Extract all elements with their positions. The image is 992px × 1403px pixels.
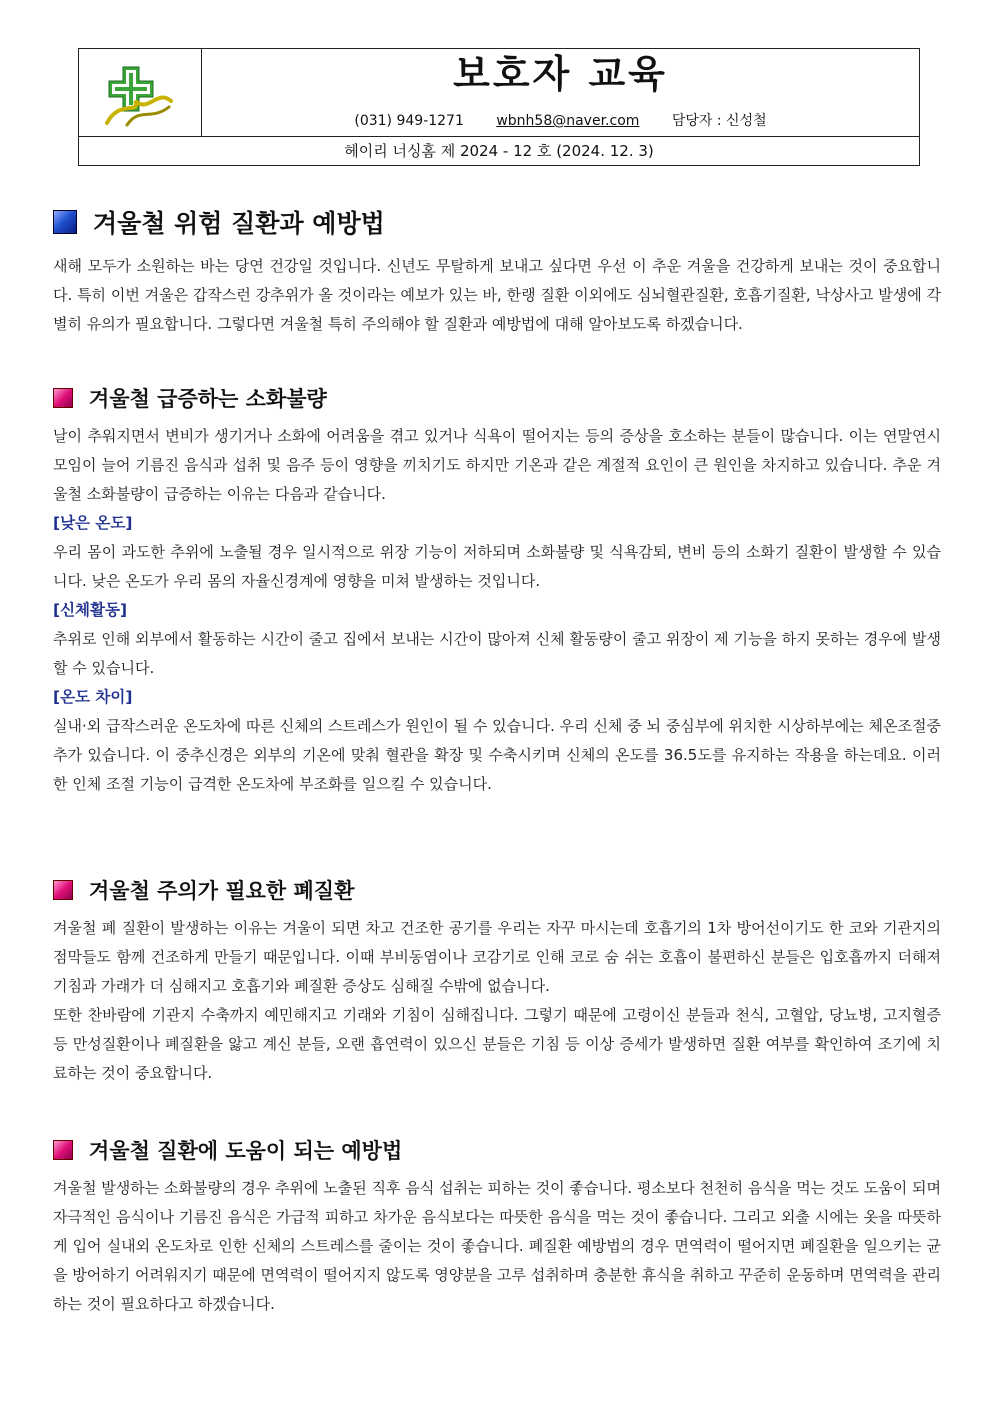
pink-square-bullet-icon bbox=[53, 388, 73, 408]
prevention-section bbox=[53, 1132, 941, 1319]
prevention-heading bbox=[53, 1132, 941, 1168]
low-temp-text: 우리 몸이 과도한 추위에 노출될 경우 일시적으로 위장 기능이 저하되며 소화불량 및 식욕감퇴, 변비 등의 소화기 질환이 발생할 수 있습니다. 낮은 온도가 우리 몸의 자율신경계에 영향을 미쳐 발생하는 것입니다. bbox=[53, 543, 941, 590]
digestion-intro: 날이 추워지면서 변비가 생기거나 소화에 어려움을 겪고 있거나 식욕이 떨어지는 등의 증상을 호소하는 분들이 많습니다. 이는 연말연시 모임이 늘어 기름진 음식과 섭취 및 음주 등이 영향을 끼치기도 하지만 기온과 같은 계절적 요인이 큰 원인을 차지하고 있습니다. 추운 겨울철 소화불량이 급증하는 이유는 다음과 같습니다. bbox=[53, 427, 941, 503]
email-link[interactable]: wbnh58@naver.com bbox=[496, 113, 640, 129]
prevention-text: 겨울철 발생하는 소화불량의 경우 추위에 노출된 직후 음식 섭취는 피하는 것이 좋습니다. 평소보다 천천히 음식을 먹는 것도 도움이 되며 자극적인 음식이나 기름진 음식은 가급적 피하고 차가운 음식보다는 따뜻한 음식을 먹는 것이 좋습니다. 그리고 외출 시에는 옷을 따뜻하게 입어 실내외 온도차로 인한 신체의 스트레스를 줄이는 것이 좋습니다. 폐질환 예방법의 경우 면역력이 떨어지면 폐질환을 일으키는 균을 방어하기 어려워지기 때문에 면역력이 떨어지지 않도록 영양분을 고루 섭취하며 충분한 휴식을 취하고 꾸준히 운동하며 면역력을 관리하는 것이 필요하다고 하겠습니다. bbox=[53, 1179, 941, 1313]
main-section bbox=[53, 200, 941, 339]
temp-diff-text: 실내·외 급작스러운 온도차에 따른 신체의 스트레스가 원인이 될 수 있습니다. 우리 신체 중 뇌 중심부에 위치한 시상하부에는 체온조절중추가 있습니다. 이 중추신경은 외부의 기온에 맞춰 혈관을 확장 및 수축시키며 신체의 온도를 36.5도를 유지하는 작용을 하는데요. 이러한 인체 조절 기능이 급격한 온도차에 부조화를 일으킬 수 있습니다. bbox=[53, 717, 941, 793]
lung-heading bbox=[53, 872, 941, 908]
newsletter-header bbox=[78, 48, 920, 166]
lung-section bbox=[53, 872, 941, 1088]
issue-info: 헤이리 너싱홈 제 2024 - 12 호 (2024. 12. 3) bbox=[79, 136, 919, 167]
main-intro: 새해 모두가 소원하는 바는 당연 건강일 것입니다. 신년도 무탈하게 보내고 싶다면 우선 이 추운 겨울을 건강하게 보내는 것이 중요합니다. 특히 이번 겨울은 갑작스런 강추위가 올 것이라는 예보가 있는 바, 한랭 질환 이외에도 심뇌혈관질환, 호흡기질환, 낙상사고 발생에 각별히 유의가 필요합니다. 그렇다면 겨울철 특히 주의해야 할 질환과 예방법에 대해 알아보도록 하겠습니다. bbox=[53, 257, 941, 333]
lung-paragraph-2: 또한 찬바람에 기관지 수축까지 예민해지고 기래와 기침이 심해집니다. 그렇기 때문에 고령이신 분들과 천식, 고혈압, 당뇨병, 고지혈증 등 만성질환이나 폐질환을 앓고 계신 분들, 오랜 흡연력이 있으신 분들은 기침 등 이상 증세가 발생하면 질환 여부를 확인하여 조기에 치료하는 것이 중요합니다. bbox=[53, 1006, 941, 1082]
prevention-heading-text: 겨울철 질환에 도움이 되는 예방법 bbox=[89, 1138, 403, 1163]
activity-label: [신체활동] bbox=[53, 601, 128, 619]
main-heading-text: 겨울철 위험 질환과 예방법 bbox=[93, 209, 385, 238]
main-heading bbox=[53, 200, 941, 244]
activity-text: 추위로 인해 외부에서 활동하는 시간이 줄고 집에서 보내는 시간이 많아져 신체 활동량이 줄고 위장이 제 기능을 하지 못하는 경우에 발생할 수 있습니다. bbox=[53, 630, 941, 677]
pink-square-bullet-icon bbox=[53, 1140, 73, 1160]
low-temp-label: [낮은 온도] bbox=[53, 514, 133, 532]
temp-diff-label: [온도 차이] bbox=[53, 688, 133, 706]
contact-line bbox=[202, 107, 919, 136]
pink-square-bullet-icon bbox=[53, 880, 73, 900]
manager-name: 담당자 : 신성철 bbox=[671, 113, 767, 129]
page-title: 보호자 교육 bbox=[453, 52, 668, 96]
lung-heading-text: 겨울철 주의가 필요한 폐질환 bbox=[89, 878, 355, 903]
digestion-heading bbox=[53, 380, 941, 416]
phone-number: (031) 949-1271 bbox=[354, 113, 464, 129]
digestion-section bbox=[53, 380, 941, 799]
digestion-heading-text: 겨울철 급증하는 소화불량 bbox=[89, 386, 327, 411]
lung-paragraph-1: 겨울철 폐 질환이 발생하는 이유는 겨울이 되면 차고 건조한 공기를 우리는 자꾸 마시는데 호흡기의 1차 방어선이기도 한 코와 기관지의 점막들도 함께 건조하게 만들기 때문입니다. 이때 부비동염이나 코감기로 인해 코로 숨 쉬는 호흡이 불편하신 분들은 입호흡까지 더해져 기침과 가래가 더 심해지고 호흡기와 폐질환 증상도 심해질 수밖에 없습니다. bbox=[53, 919, 941, 995]
logo-icon bbox=[79, 49, 202, 136]
blue-square-bullet-icon bbox=[53, 210, 77, 234]
